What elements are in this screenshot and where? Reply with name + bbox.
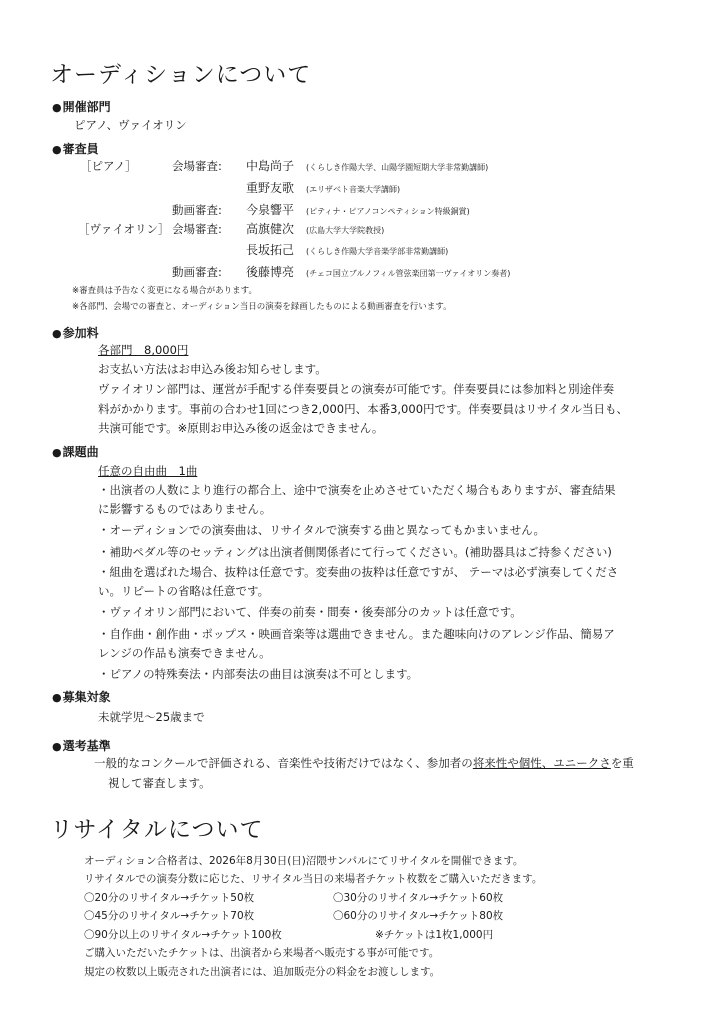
recital-line: オーディション合格者は、2026年8月30日(日)沼隈サンパルにてリサイタルを開催できます。 <box>84 855 524 867</box>
eligibility-heading <box>52 688 111 705</box>
recital-title: リサイタルについて <box>50 817 264 843</box>
recital-line: 規定の枚数以上販売された出演者には、追加販売分の料金をお渡しします。 <box>84 966 441 978</box>
fee-line: 料がかかります。事前の合わせ1回につき2,000円、本番3,000円です。伴奏要員はリサイタル当日も、 <box>98 402 629 416</box>
fee-line: 共演可能です。※原則お申込み後の返金はできません。 <box>98 421 384 435</box>
audition-title: オーディションについて <box>50 62 312 88</box>
divisions-value: ピアノ、ヴァイオリン <box>74 118 187 132</box>
judge-affiliation: (エリザベト音楽大学講師) <box>306 185 401 194</box>
repertoire-line: ・組曲を選ばれた場合、抜粋は任意です。変奏曲の抜粋は任意ですが、 テーマは必ず演奏してくださ <box>98 565 619 579</box>
judges-heading <box>52 140 99 157</box>
divisions-heading-text: 開催部門 <box>62 100 111 114</box>
violin-label: ［ヴァイオリン］ <box>78 222 170 236</box>
fee-line: ヴァイオリン部門は、運営が手配する伴奏要員との演奏が可能です。伴奏要員には参加料と別途伴奏 <box>98 382 615 396</box>
recital-line: ご購入いただいたチケットは、出演者から来場者へ販売する事が可能です。 <box>84 947 440 959</box>
eligibility-value: 未就学児～25歳まで <box>98 710 205 724</box>
repertoire-line: ・オーディションでの演奏曲は、リサイタルで演奏する曲と異なってもかまいません。 <box>98 523 546 537</box>
recital-option: 〇60分のリサイタル→チケット80枚 <box>333 910 504 922</box>
repertoire-heading-text: 課題曲 <box>62 445 99 459</box>
repertoire-line: ・補助ペダル等のセッティングは出演者側関係者にて行ってください。(補助器具はご持参ください) <box>98 545 612 559</box>
recital-line: リサイタルでの演奏分数に応じた、リサイタル当日の来場者チケット枚数をご購入いただきます。 <box>84 873 543 885</box>
repertoire-line: レンジの作品も演奏できません。 <box>98 646 271 660</box>
recital-option: 〇45分のリサイタル→チケット70枚 <box>84 910 255 922</box>
judges-note: ※各部門、会場での審査と、オーディション当日の演奏を録画したものによる動画審査を行います。 <box>72 302 452 312</box>
repertoire-line: ・自作曲・創作曲・ポップス・映画音楽等は選曲できません。また趣味向けのアレンジ作品、簡易ア <box>98 627 615 641</box>
piano-video-label: 動画審査: <box>172 203 222 217</box>
violin-video-label: 動画審査: <box>172 265 222 279</box>
repertoire-line: ・ピアノの特殊奏法・内部奏法の曲目は演奏は不可とします。 <box>98 667 419 681</box>
judge-affiliation: (広島大学大学院教授) <box>306 226 385 235</box>
piano-venue-label: 会場審査: <box>172 159 222 173</box>
fee-heading-text: 参加料 <box>62 326 99 340</box>
judges-note: ※審査員は予告なく変更になる場合があります。 <box>72 286 257 296</box>
judge-affiliation: (ピティナ・ピアノコンペティション特級銅賞) <box>306 207 470 216</box>
repertoire-line: ・出演者の人数により進行の都合上、途中で演奏を止めさせていただく場合もありますが、審査結果 <box>98 483 616 497</box>
fee-amount: 各部門 8,000円 <box>98 343 189 357</box>
criteria-line-1 <box>94 754 634 774</box>
ticket-price-note: ※チケットは1枚1,000円 <box>375 929 494 941</box>
piano-label: ［ピアノ］ <box>80 159 137 173</box>
criteria-text: 一般的なコンクールで評価される、音楽性や技術だけではなく、参加者の <box>94 756 473 770</box>
judge-name: 重野友歌 <box>246 181 295 195</box>
repertoire-heading <box>52 443 99 460</box>
criteria-line-2: 視して審査します。 <box>108 776 211 790</box>
judge-name: 後藤博亮 <box>246 265 295 279</box>
criteria-text: を重 <box>610 756 634 770</box>
judge-name: 高旗健次 <box>246 222 295 236</box>
violin-venue-label: 会場審査: <box>172 222 222 236</box>
criteria-emphasis: 将来性や個性、ユニークさ <box>472 756 611 770</box>
judge-name: 長坂拓己 <box>246 243 295 257</box>
repertoire-line: に影響するものではありません。 <box>98 502 272 516</box>
judge-name: 今泉響平 <box>246 203 295 217</box>
recital-option: 〇90分以上のリサイタル→チケット100枚 <box>84 929 282 941</box>
recital-option: 〇20分のリサイタル→チケット50枚 <box>84 892 255 904</box>
recital-option: 〇30分のリサイタル→チケット60枚 <box>333 892 504 904</box>
repertoire-line: ・ヴァイオリン部門において、伴奏の前奏・間奏・後奏部分のカットは任意です。 <box>98 605 522 619</box>
criteria-heading-text: 選考基準 <box>62 739 111 753</box>
divisions-heading <box>52 98 111 115</box>
judge-affiliation: (くらしき作陽大学音楽学部非常勤講師) <box>306 247 449 256</box>
fee-line: お支払い方法はお申込み後お知らせします。 <box>98 362 327 376</box>
judge-name: 中島尚子 <box>246 159 295 173</box>
fee-heading <box>52 324 99 341</box>
repertoire-lead: 任意の自由曲 1曲 <box>98 464 198 478</box>
judges-heading-text: 審査員 <box>62 142 99 156</box>
judge-affiliation: (チェコ国立ブルノフィル管弦楽団第一ヴァイオリン奏者) <box>306 269 511 278</box>
criteria-heading <box>52 737 111 754</box>
repertoire-line: い。リピートの省略は任意です。 <box>98 584 270 598</box>
judge-affiliation: (くらしき作陽大学、山陽学園短期大学非常勤講師) <box>306 163 489 172</box>
eligibility-heading-text: 募集対象 <box>62 690 111 704</box>
